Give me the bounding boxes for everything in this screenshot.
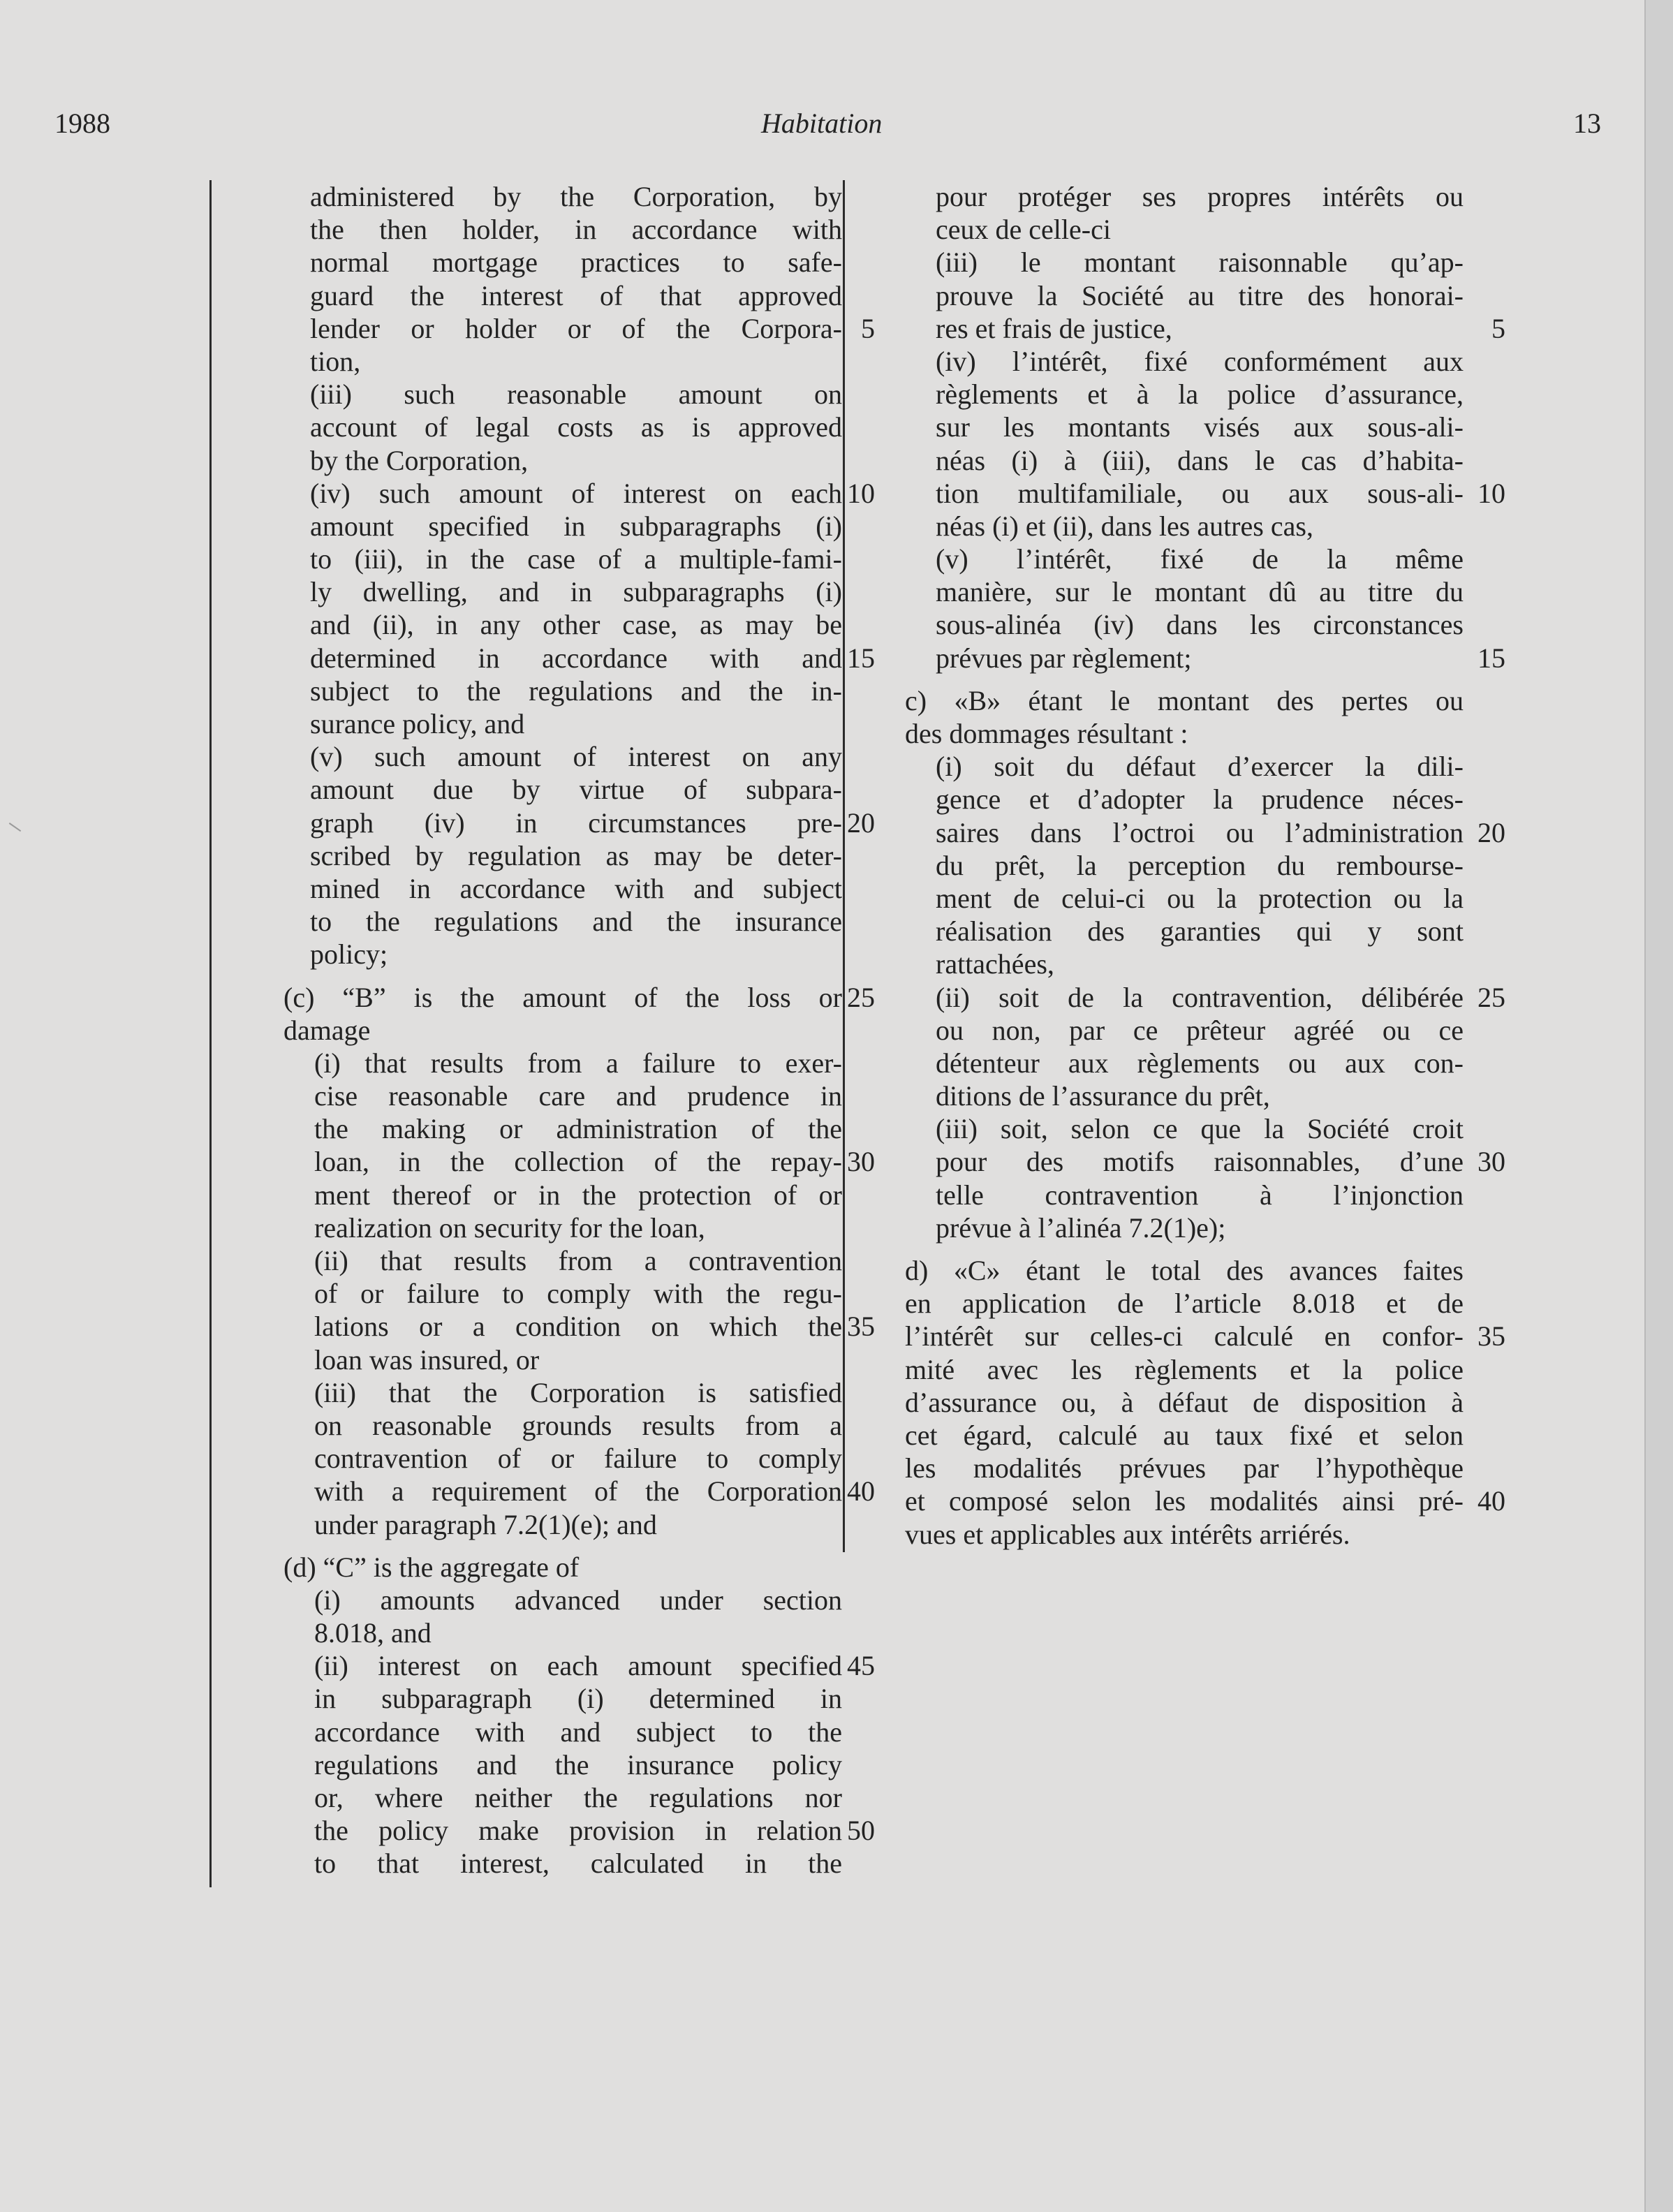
french-text-line — [936, 575, 1464, 608]
english-line-text: (ii) that results from a contravention — [314, 1245, 842, 1276]
english-line-text: tion, — [310, 345, 361, 377]
french-text-line — [936, 411, 1464, 443]
english-text-line — [314, 1244, 842, 1277]
english-line-text: regulations and the insurance policy — [314, 1748, 842, 1780]
english-text-line — [314, 1814, 875, 1847]
french-line-text: sous-alinéa (iv) dans les circonstances — [936, 609, 1464, 641]
english-line-text: under paragraph 7.2(1)(e); and — [314, 1508, 657, 1540]
english-line-text: (i) that results from a failure to exer- — [314, 1047, 842, 1079]
french-text-line — [936, 213, 1464, 246]
english-text-line — [310, 839, 842, 872]
english-line-text: loan was insured, or — [314, 1343, 540, 1376]
english-line-text: the making or administration of the — [314, 1113, 842, 1145]
line-number: 25 — [847, 981, 875, 1013]
french-line-text: ou non, par ce prêteur agréé ou ce — [936, 1014, 1464, 1046]
french-line-text: tion multifamiliale, ou aux sous-ali- — [936, 477, 1464, 509]
line-number: 40 — [1477, 1485, 1505, 1517]
line-number: 40 — [847, 1475, 875, 1507]
french-text-line — [905, 717, 1464, 750]
english-text-line — [310, 806, 875, 839]
english-text-line — [310, 180, 842, 213]
french-text-line — [936, 882, 1464, 915]
french-line-text: néas (i) et (ii), dans les autres cas, — [936, 510, 1313, 542]
left-margin-rule — [209, 180, 212, 1887]
french-line-text: (iv) l’intérêt, fixé conformément aux — [936, 345, 1464, 377]
french-text-line — [936, 981, 1505, 1014]
english-line-text: graph (iv) in circumstances pre- — [310, 806, 842, 839]
english-line-text: administered by the Corporation, by — [310, 181, 842, 212]
french-text-line — [936, 750, 1464, 783]
english-line-text: or, where neither the regulations nor — [314, 1782, 842, 1813]
line-number: 20 — [1477, 816, 1505, 848]
english-text-line — [314, 1508, 842, 1541]
french-line-text: pour protéger ses propres intérêts ou — [936, 181, 1464, 212]
english-line-text: surance policy, and — [310, 708, 525, 739]
french-text-line — [936, 510, 1464, 543]
french-line-text: mité avec les règlements et la police — [905, 1353, 1464, 1385]
french-column — [905, 180, 1505, 1551]
french-line-text: les modalités prévues par l’hypothèque — [905, 1452, 1464, 1484]
english-line-text: lations or a condition on which the — [314, 1311, 842, 1343]
english-text-line — [310, 345, 842, 378]
english-text-line — [310, 312, 875, 345]
english-text-line — [314, 1748, 842, 1781]
french-line-text: prévue à l’alinéa 7.2(1)e); — [936, 1211, 1226, 1244]
french-line-text: l’intérêt sur celles-ci calculé en confor- — [905, 1320, 1464, 1352]
english-text-line — [314, 1211, 842, 1244]
english-line-text: the then holder, in accordance with — [310, 214, 842, 246]
french-line-text: ceux de celle-ci — [936, 214, 1111, 246]
french-line-text: d’assurance ou, à défaut de disposition à — [905, 1386, 1464, 1418]
english-text-line — [314, 1616, 842, 1649]
french-line-text: sur les montants visés aux sous-ali- — [936, 411, 1464, 443]
english-text-line — [314, 1047, 842, 1079]
header-page-number: 13 — [1573, 108, 1601, 139]
french-line-text: des dommages résultant : — [905, 718, 1188, 749]
english-text-line — [314, 1847, 842, 1880]
french-text-line — [936, 915, 1464, 948]
line-number: 35 — [1477, 1320, 1505, 1352]
english-line-text: loan, in the collection of the repay- — [314, 1146, 842, 1178]
french-text-line — [936, 816, 1505, 849]
english-line-text: ment thereof or in the protection of or — [314, 1179, 842, 1211]
english-line-text: and (ii), in any other case, as may be — [310, 609, 842, 641]
french-text-line — [905, 1419, 1464, 1452]
line-number: 30 — [1477, 1146, 1505, 1178]
french-line-text: manière, sur le montant dû au titre du — [936, 576, 1464, 608]
english-text-line — [314, 1112, 842, 1145]
english-line-text: damage — [283, 1014, 371, 1046]
french-line-text: du prêt, la perception du rembourse- — [936, 849, 1464, 881]
french-text-line — [905, 1386, 1464, 1419]
english-text-line — [310, 246, 842, 279]
english-line-text: (iv) such amount of interest on each — [310, 477, 842, 509]
english-line-text: (iii) such reasonable amount on — [310, 378, 842, 411]
french-text-line — [905, 1452, 1464, 1484]
header-year: 1988 — [54, 108, 110, 139]
line-number: 35 — [847, 1311, 875, 1343]
french-line-text: gence et d’adopter la prudence néces- — [936, 783, 1464, 816]
french-text-line — [905, 1484, 1505, 1517]
english-text-line — [314, 1584, 842, 1616]
french-line-text: res et frais de justice, — [936, 312, 1172, 344]
french-line-text: règlements et à la police d’assurance, — [936, 378, 1464, 411]
english-text-line — [314, 1179, 842, 1211]
french-text-line — [936, 948, 1464, 980]
english-line-text: with a requirement of the Corporation — [314, 1475, 842, 1507]
line-number: 50 — [847, 1815, 875, 1847]
french-line-text: (ii) soit de la contravention, délibérée — [936, 981, 1464, 1013]
line-number: 15 — [1477, 642, 1505, 674]
english-line-text: 8.018, and — [314, 1617, 432, 1649]
french-line-text: détenteur aux règlements ou aux con- — [936, 1047, 1464, 1079]
english-text-line — [310, 740, 842, 773]
english-line-text: (c) “B” is the amount of the loss or — [283, 981, 842, 1013]
french-text-line — [936, 783, 1464, 816]
line-number: 45 — [847, 1650, 875, 1682]
french-line-text: telle contravention à l’injonction — [936, 1179, 1464, 1211]
french-text-line — [905, 1518, 1464, 1551]
french-line-text: (i) soit du défaut d’exercer la dili- — [936, 751, 1464, 783]
french-text-line — [936, 477, 1505, 510]
english-line-text: the policy make provision in relation — [314, 1815, 842, 1847]
english-line-text: to the regulations and the insurance — [310, 906, 842, 938]
english-text-line — [314, 1716, 842, 1748]
line-number: 10 — [847, 477, 875, 509]
french-text-line — [936, 1047, 1464, 1079]
english-text-line — [310, 872, 842, 905]
french-text-line — [905, 1320, 1505, 1352]
french-line-text: (v) l’intérêt, fixé de la même — [936, 543, 1464, 575]
english-text-line — [310, 674, 842, 707]
english-line-text: in subparagraph (i) determined in — [314, 1683, 842, 1715]
line-number: 30 — [847, 1146, 875, 1178]
english-text-line — [314, 1682, 842, 1715]
english-text-line — [283, 981, 875, 1014]
english-text-line — [283, 1014, 842, 1047]
english-line-text: contravention of or failure to comply — [314, 1443, 842, 1475]
english-line-text: cise reasonable care and prudence in — [314, 1080, 842, 1112]
english-line-text: policy; — [310, 938, 388, 971]
english-text-line — [310, 773, 842, 806]
french-line-text: pour des motifs raisonnables, d’une — [936, 1146, 1464, 1178]
english-text-line — [283, 1551, 842, 1584]
french-text-line — [936, 180, 1464, 213]
english-text-line — [314, 1409, 842, 1442]
line-number: 5 — [1491, 312, 1505, 344]
english-line-text: account of legal costs as is approved — [310, 411, 842, 443]
french-line-text: et composé selon les modalités ainsi pré- — [905, 1485, 1464, 1517]
english-line-text: on reasonable grounds results from a — [314, 1409, 842, 1441]
english-text-line — [310, 510, 842, 543]
line-number: 15 — [847, 642, 875, 674]
french-line-text: néas (i) à (iii), dans le cas d’habita- — [936, 444, 1464, 476]
english-text-line — [314, 1376, 842, 1409]
french-line-text: (iii) soit, selon ce que la Société croit — [936, 1113, 1464, 1145]
french-text-line — [936, 1179, 1464, 1211]
english-text-line — [314, 1475, 875, 1507]
line-number: 20 — [847, 806, 875, 839]
english-line-text: by the Corporation, — [310, 444, 529, 476]
french-line-text: ment de celui-ci ou la protection ou la — [936, 882, 1464, 914]
english-line-text: subject to the regulations and the in- — [310, 674, 842, 707]
french-text-line — [936, 642, 1505, 674]
english-text-line — [310, 543, 842, 575]
english-line-text: lender or holder or of the Corpora- — [310, 312, 842, 344]
english-line-text: of or failure to comply with the regu- — [314, 1278, 842, 1310]
french-text-line — [905, 684, 1464, 717]
english-text-line — [310, 608, 842, 641]
english-line-text: realization on security for the loan, — [314, 1211, 705, 1244]
english-text-line — [314, 1442, 842, 1475]
french-text-line — [936, 543, 1464, 575]
english-line-text: accordance with and subject to the — [314, 1716, 842, 1748]
english-line-text: scribed by regulation as may be deter- — [310, 839, 842, 871]
english-text-line — [310, 477, 875, 510]
english-line-text: mined in accordance with and subject — [310, 872, 842, 904]
english-line-text: guard the interest of that approved — [310, 279, 842, 311]
english-text-line — [310, 707, 842, 740]
english-text-line — [314, 1649, 875, 1682]
english-line-text: amount due by virtue of subpara- — [310, 774, 842, 806]
english-line-text: (iii) that the Corporation is satisfied — [314, 1376, 842, 1408]
french-text-line — [936, 1211, 1464, 1244]
page-edge — [1644, 0, 1673, 2212]
english-text-line — [314, 1145, 875, 1178]
english-text-line — [310, 213, 842, 246]
english-text-line — [314, 1781, 842, 1814]
french-text-line — [936, 1145, 1505, 1178]
french-line-text: ditions de l’assurance du prêt, — [936, 1080, 1270, 1112]
center-column-rule — [843, 180, 845, 1552]
english-text-line — [310, 411, 842, 443]
english-text-line — [314, 1277, 842, 1310]
french-text-line — [936, 1112, 1464, 1145]
english-line-text: ly dwelling, and in subparagraphs (i) — [310, 576, 842, 608]
french-line-text: prévues par règlement; — [936, 642, 1192, 674]
french-text-line — [936, 279, 1464, 312]
english-text-line — [314, 1343, 842, 1376]
english-text-line — [310, 575, 842, 608]
french-text-line — [936, 312, 1505, 345]
english-text-line — [310, 279, 842, 312]
english-line-text: to (iii), in the case of a multiple-fami- — [310, 543, 842, 575]
french-text-line — [936, 608, 1464, 641]
french-text-line — [936, 849, 1464, 882]
english-line-text: (v) such amount of interest on any — [310, 741, 842, 773]
line-number: 10 — [1477, 477, 1505, 509]
french-line-text: cet égard, calculé au taux fixé et selon — [905, 1419, 1464, 1451]
french-line-text: réalisation des garanties qui y sont — [936, 915, 1464, 948]
english-text-line — [310, 938, 842, 971]
french-text-line — [936, 1014, 1464, 1047]
line-number: 5 — [861, 312, 875, 344]
french-line-text: en application de l’article 8.018 et de — [905, 1288, 1464, 1320]
line-number: 25 — [1477, 981, 1505, 1013]
french-text-line — [905, 1353, 1464, 1386]
english-text-line — [314, 1310, 875, 1343]
scan-mark — [0, 823, 21, 855]
french-text-line — [936, 444, 1464, 477]
french-line-text: prouve la Société au titre des honorai- — [936, 279, 1464, 311]
english-text-line — [310, 642, 875, 674]
english-line-text: (ii) interest on each amount specified — [314, 1650, 842, 1682]
english-line-text: (d) “C” is the aggregate of — [283, 1551, 580, 1583]
french-line-text: rattachées, — [936, 948, 1054, 980]
english-text-line — [310, 905, 842, 938]
english-line-text: amount specified in subparagraphs (i) — [310, 510, 842, 542]
header-title: Habitation — [761, 108, 883, 139]
french-text-line — [936, 1079, 1464, 1112]
french-line-text: d) «C» étant le total des avances faites — [905, 1255, 1464, 1286]
english-line-text: determined in accordance with and — [310, 642, 842, 674]
french-text-line — [936, 246, 1464, 279]
french-line-text: (iii) le montant raisonnable qu’ap- — [936, 246, 1464, 279]
english-text-line — [310, 444, 842, 477]
french-line-text: vues et applicables aux intérêts arriérés. — [905, 1518, 1350, 1550]
english-line-text: normal mortgage practices to safe- — [310, 246, 842, 279]
english-line-text: (i) amounts advanced under section — [314, 1584, 842, 1616]
french-text-line — [905, 1254, 1464, 1287]
french-text-line — [936, 345, 1464, 378]
english-column — [283, 180, 875, 1880]
french-text-line — [905, 1287, 1464, 1320]
english-line-text: to that interest, calculated in the — [314, 1848, 842, 1880]
english-text-line — [310, 378, 842, 411]
french-line-text: saires dans l’octroi ou l’administration — [936, 816, 1464, 848]
french-text-line — [936, 378, 1464, 411]
french-line-text: c) «B» étant le montant des pertes ou — [905, 684, 1464, 716]
english-text-line — [314, 1079, 842, 1112]
